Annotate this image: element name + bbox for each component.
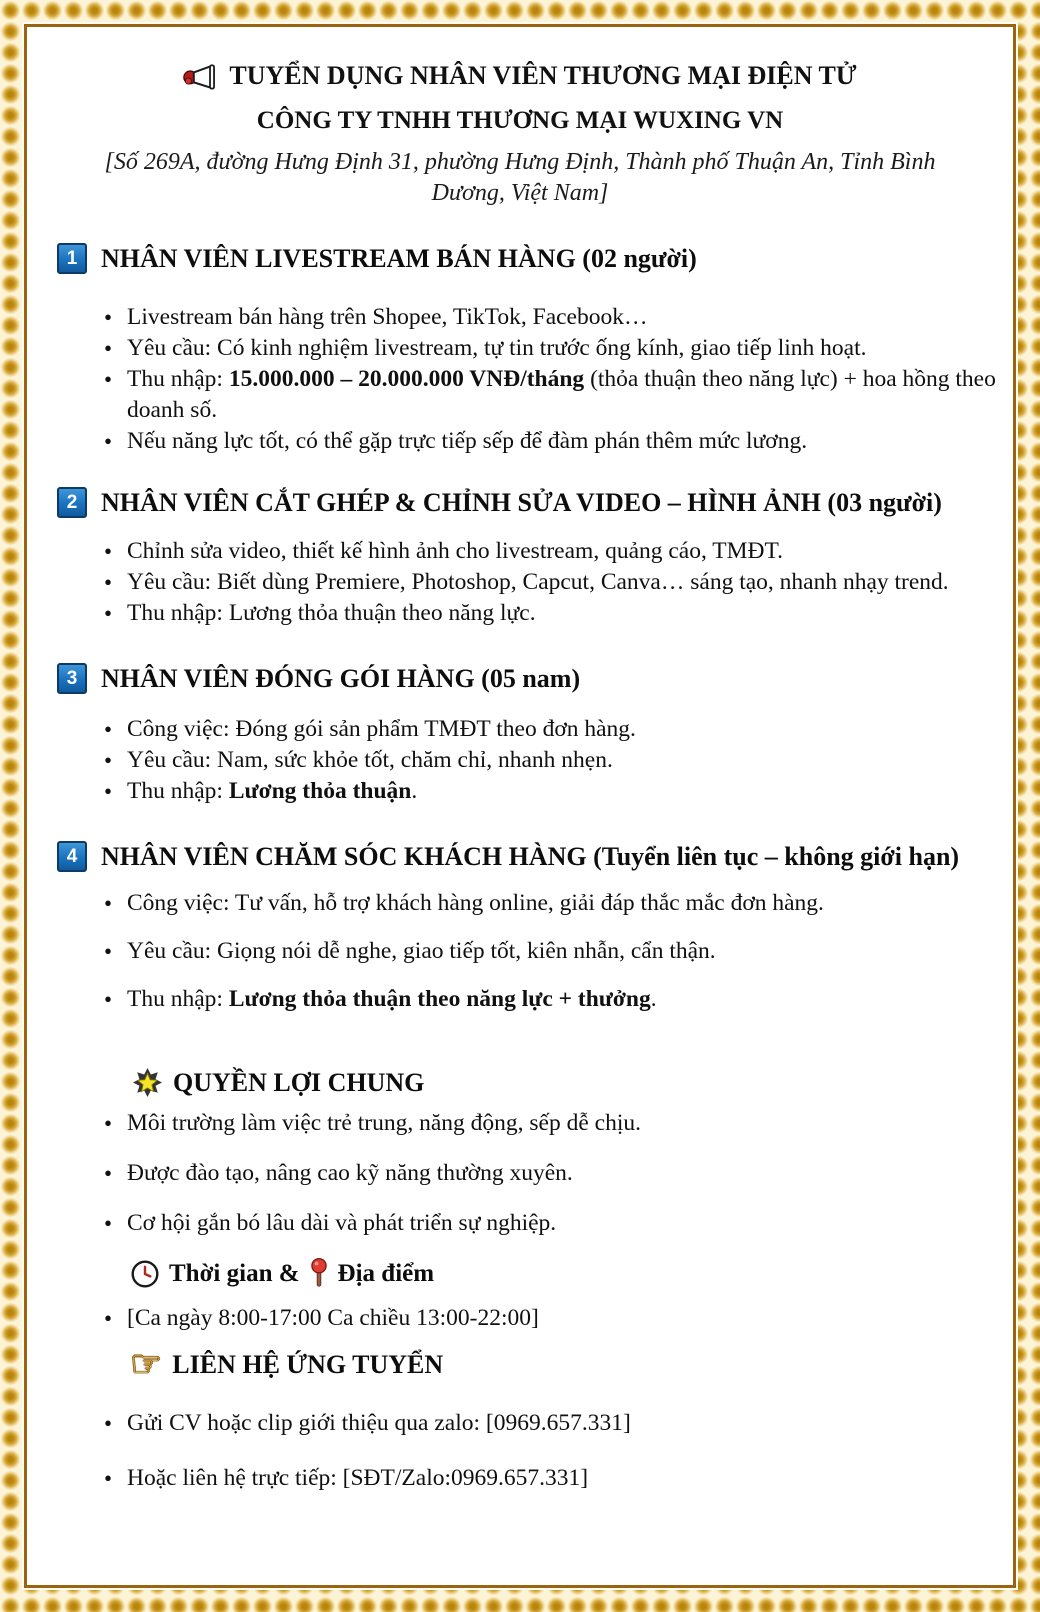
section-heading bbox=[57, 243, 1013, 274]
text-run: Yêu cầu: Biết dùng Premiere, Photoshop, Capcut, Canva… sáng tạo, nhanh nhạy trend. bbox=[127, 569, 949, 595]
number-badge: 2 bbox=[57, 487, 87, 518]
list-item bbox=[27, 364, 1013, 426]
schedule-place-label: Địa điểm bbox=[337, 1259, 435, 1287]
text-run: (thỏa thuận theo năng lực) + hoa hồng theo doanh số. bbox=[127, 366, 996, 423]
section-bullet-list bbox=[27, 302, 1013, 457]
pin-icon bbox=[309, 1258, 329, 1289]
bullet-dot: • bbox=[103, 1411, 113, 1436]
section-bullet-list bbox=[27, 536, 1013, 629]
list-item bbox=[27, 888, 1013, 919]
bullet-text bbox=[127, 936, 716, 967]
job-section bbox=[27, 841, 1013, 1015]
bullet-dot: • bbox=[103, 891, 113, 916]
list-item bbox=[27, 536, 1013, 567]
job-section bbox=[27, 663, 1013, 807]
list-item bbox=[27, 1108, 1013, 1139]
list-item bbox=[27, 1208, 1013, 1239]
text-run: Lương thỏa thuận bbox=[228, 778, 412, 804]
page-title bbox=[27, 61, 1013, 91]
bullet-text bbox=[127, 1463, 588, 1494]
list-item bbox=[27, 302, 1013, 333]
section-heading bbox=[57, 841, 1013, 872]
bullet-text bbox=[127, 1303, 539, 1334]
schedule-section bbox=[27, 1258, 1013, 1334]
list-item bbox=[27, 1158, 1013, 1189]
pointing-hand-icon: ☞ bbox=[130, 1344, 163, 1385]
bullet-dot: • bbox=[103, 336, 113, 361]
text-run: Livestream bán hàng trên Shopee, TikTok, Facebook… bbox=[127, 304, 648, 330]
list-item bbox=[27, 936, 1013, 967]
company-address: [Số 269A, đường Hưng Định 31, phường Hưng Định, Thành phố Thuận An, Tỉnh Bình Dương, Việt Nam] bbox=[104, 149, 936, 206]
contact-list bbox=[27, 1408, 1013, 1494]
list-item bbox=[27, 567, 1013, 598]
section-title: NHÂN VIÊN CẮT GHÉP & CHỈNH SỬA VIDEO – HÌNH ẢNH (03 người) bbox=[101, 487, 942, 517]
job-sections bbox=[27, 243, 1013, 1015]
megaphone-icon bbox=[183, 63, 219, 90]
list-item bbox=[27, 426, 1013, 457]
text-run: Cơ hội gắn bó lâu dài và phát triển sự nghiệp. bbox=[127, 1210, 557, 1236]
bullet-dot: • bbox=[103, 305, 113, 330]
list-item bbox=[27, 1303, 1013, 1334]
bullet-dot: • bbox=[103, 717, 113, 742]
section-title: NHÂN VIÊN ĐÓNG GÓI HÀNG (05 nam) bbox=[101, 663, 581, 693]
bullet-dot: • bbox=[103, 1306, 113, 1331]
benefits-heading bbox=[132, 1067, 1013, 1098]
benefits-section bbox=[27, 1067, 1013, 1239]
list-item bbox=[27, 333, 1013, 364]
bullet-dot: • bbox=[103, 1466, 113, 1491]
job-section bbox=[27, 487, 1013, 629]
text-run: Thu nhập: bbox=[127, 986, 229, 1012]
text-run: Thu nhập: bbox=[127, 366, 229, 392]
text-run: . bbox=[411, 778, 418, 804]
bullet-dot: • bbox=[103, 429, 113, 454]
text-run: . bbox=[650, 986, 657, 1012]
contact-heading bbox=[130, 1344, 1013, 1385]
bullet-dot: • bbox=[103, 601, 113, 626]
bullet-dot: • bbox=[103, 748, 113, 773]
star-icon bbox=[132, 1067, 163, 1098]
list-item bbox=[27, 714, 1013, 745]
bullet-text bbox=[127, 745, 613, 776]
text-run: Yêu cầu: Giọng nói dễ nghe, giao tiếp tốt, kiên nhẫn, cẩn thận. bbox=[127, 938, 716, 964]
section-title: NHÂN VIÊN CHĂM SÓC KHÁCH HÀNG (Tuyển liên tục – không giới hạn) bbox=[101, 841, 960, 871]
schedule-heading bbox=[130, 1258, 1013, 1289]
bullet-dot: • bbox=[103, 987, 113, 1012]
number-badge: 3 bbox=[57, 663, 87, 694]
page-title-text: TUYỂN DỤNG NHÂN VIÊN THƯƠNG MẠI ĐIỆN TỬ bbox=[229, 61, 857, 90]
bullet-dot: • bbox=[103, 570, 113, 595]
text-run: Công việc: Đóng gói sản phẩm TMĐT theo đơn hàng. bbox=[127, 716, 636, 742]
number-badge: 4 bbox=[57, 841, 87, 872]
bullet-text bbox=[127, 536, 783, 567]
text-run: [Ca ngày 8:00-17:00 Ca chiều 13:00-22:00] bbox=[127, 1305, 539, 1331]
bullet-text bbox=[127, 567, 949, 598]
benefits-list bbox=[27, 1108, 1013, 1239]
bullet-text bbox=[127, 1408, 631, 1439]
text-run: Chỉnh sửa video, thiết kế hình ảnh cho livestream, quảng cáo, TMĐT. bbox=[127, 538, 784, 564]
section-heading bbox=[57, 487, 1013, 518]
bullet-dot: • bbox=[103, 1211, 113, 1236]
document-page bbox=[24, 24, 1016, 1588]
list-item bbox=[27, 776, 1013, 807]
text-run: Yêu cầu: Nam, sức khỏe tốt, chăm chỉ, nhanh nhẹn. bbox=[127, 747, 613, 773]
text-run: Gửi CV hoặc clip giới thiệu qua zalo: [0969.657.331] bbox=[127, 1410, 631, 1436]
benefits-heading-text: QUYỀN LỢI CHUNG bbox=[173, 1067, 425, 1097]
bullet-dot: • bbox=[103, 1161, 113, 1186]
number-badge: 1 bbox=[57, 243, 87, 274]
schedule-time-label: Thời gian & bbox=[169, 1259, 300, 1287]
list-item bbox=[27, 1463, 1013, 1494]
section-heading bbox=[57, 663, 1013, 694]
bullet-text bbox=[127, 984, 657, 1015]
clock-icon bbox=[130, 1259, 160, 1289]
text-run: Lương thỏa thuận theo năng lực + thưởng bbox=[228, 986, 651, 1012]
job-section bbox=[27, 243, 1013, 457]
bullet-dot: • bbox=[103, 539, 113, 564]
company-name: CÔNG TY TNHH THƯƠNG MẠI WUXING VN bbox=[256, 107, 784, 134]
bullet-text bbox=[127, 888, 824, 919]
bullet-dot: • bbox=[103, 779, 113, 804]
bullet-text bbox=[127, 302, 648, 333]
text-run: Nếu năng lực tốt, có thể gặp trực tiếp sếp để đàm phán thêm mức lương. bbox=[127, 428, 808, 454]
bullet-text bbox=[127, 776, 417, 807]
contact-section bbox=[27, 1344, 1013, 1494]
section-title: NHÂN VIÊN LIVESTREAM BÁN HÀNG (02 người) bbox=[101, 243, 697, 273]
bullet-text bbox=[127, 598, 536, 629]
text-run: Môi trường làm việc trẻ trung, năng động, sếp dễ chịu. bbox=[127, 1110, 641, 1136]
bullet-text bbox=[127, 333, 867, 364]
bullet-text bbox=[127, 364, 999, 426]
bullet-text bbox=[127, 1108, 641, 1139]
bullet-dot: • bbox=[103, 939, 113, 964]
list-item bbox=[27, 984, 1013, 1015]
text-run: Công việc: Tư vấn, hỗ trợ khách hàng online, giải đáp thắc mắc đơn hàng. bbox=[127, 890, 824, 916]
text-run: Được đào tạo, nâng cao kỹ năng thường xuyên. bbox=[127, 1160, 573, 1186]
bullet-text bbox=[127, 1158, 573, 1189]
list-item bbox=[27, 598, 1013, 629]
text-run: Yêu cầu: Có kinh nghiệm livestream, tự tin trước ống kính, giao tiếp linh hoạt. bbox=[127, 335, 867, 361]
bullet-dot: • bbox=[103, 367, 113, 392]
section-bullet-list bbox=[27, 888, 1013, 1015]
text-run: 15.000.000 – 20.000.000 VNĐ/tháng bbox=[228, 366, 585, 392]
text-run: Thu nhập: bbox=[127, 778, 229, 804]
bullet-text bbox=[127, 426, 807, 457]
bullet-text bbox=[127, 714, 636, 745]
bullet-dot: • bbox=[103, 1111, 113, 1136]
list-item bbox=[27, 745, 1013, 776]
text-run: Thu nhập: Lương thỏa thuận theo năng lực. bbox=[127, 600, 536, 626]
bullet-text bbox=[127, 1208, 556, 1239]
text-run: Hoặc liên hệ trực tiếp: [SĐT/Zalo:0969.657.331] bbox=[127, 1465, 589, 1491]
section-bullet-list bbox=[27, 714, 1013, 807]
contact-heading-text: LIÊN HỆ ỨNG TUYỂN bbox=[172, 1350, 444, 1379]
schedule-list bbox=[27, 1303, 1013, 1334]
list-item bbox=[27, 1408, 1013, 1439]
